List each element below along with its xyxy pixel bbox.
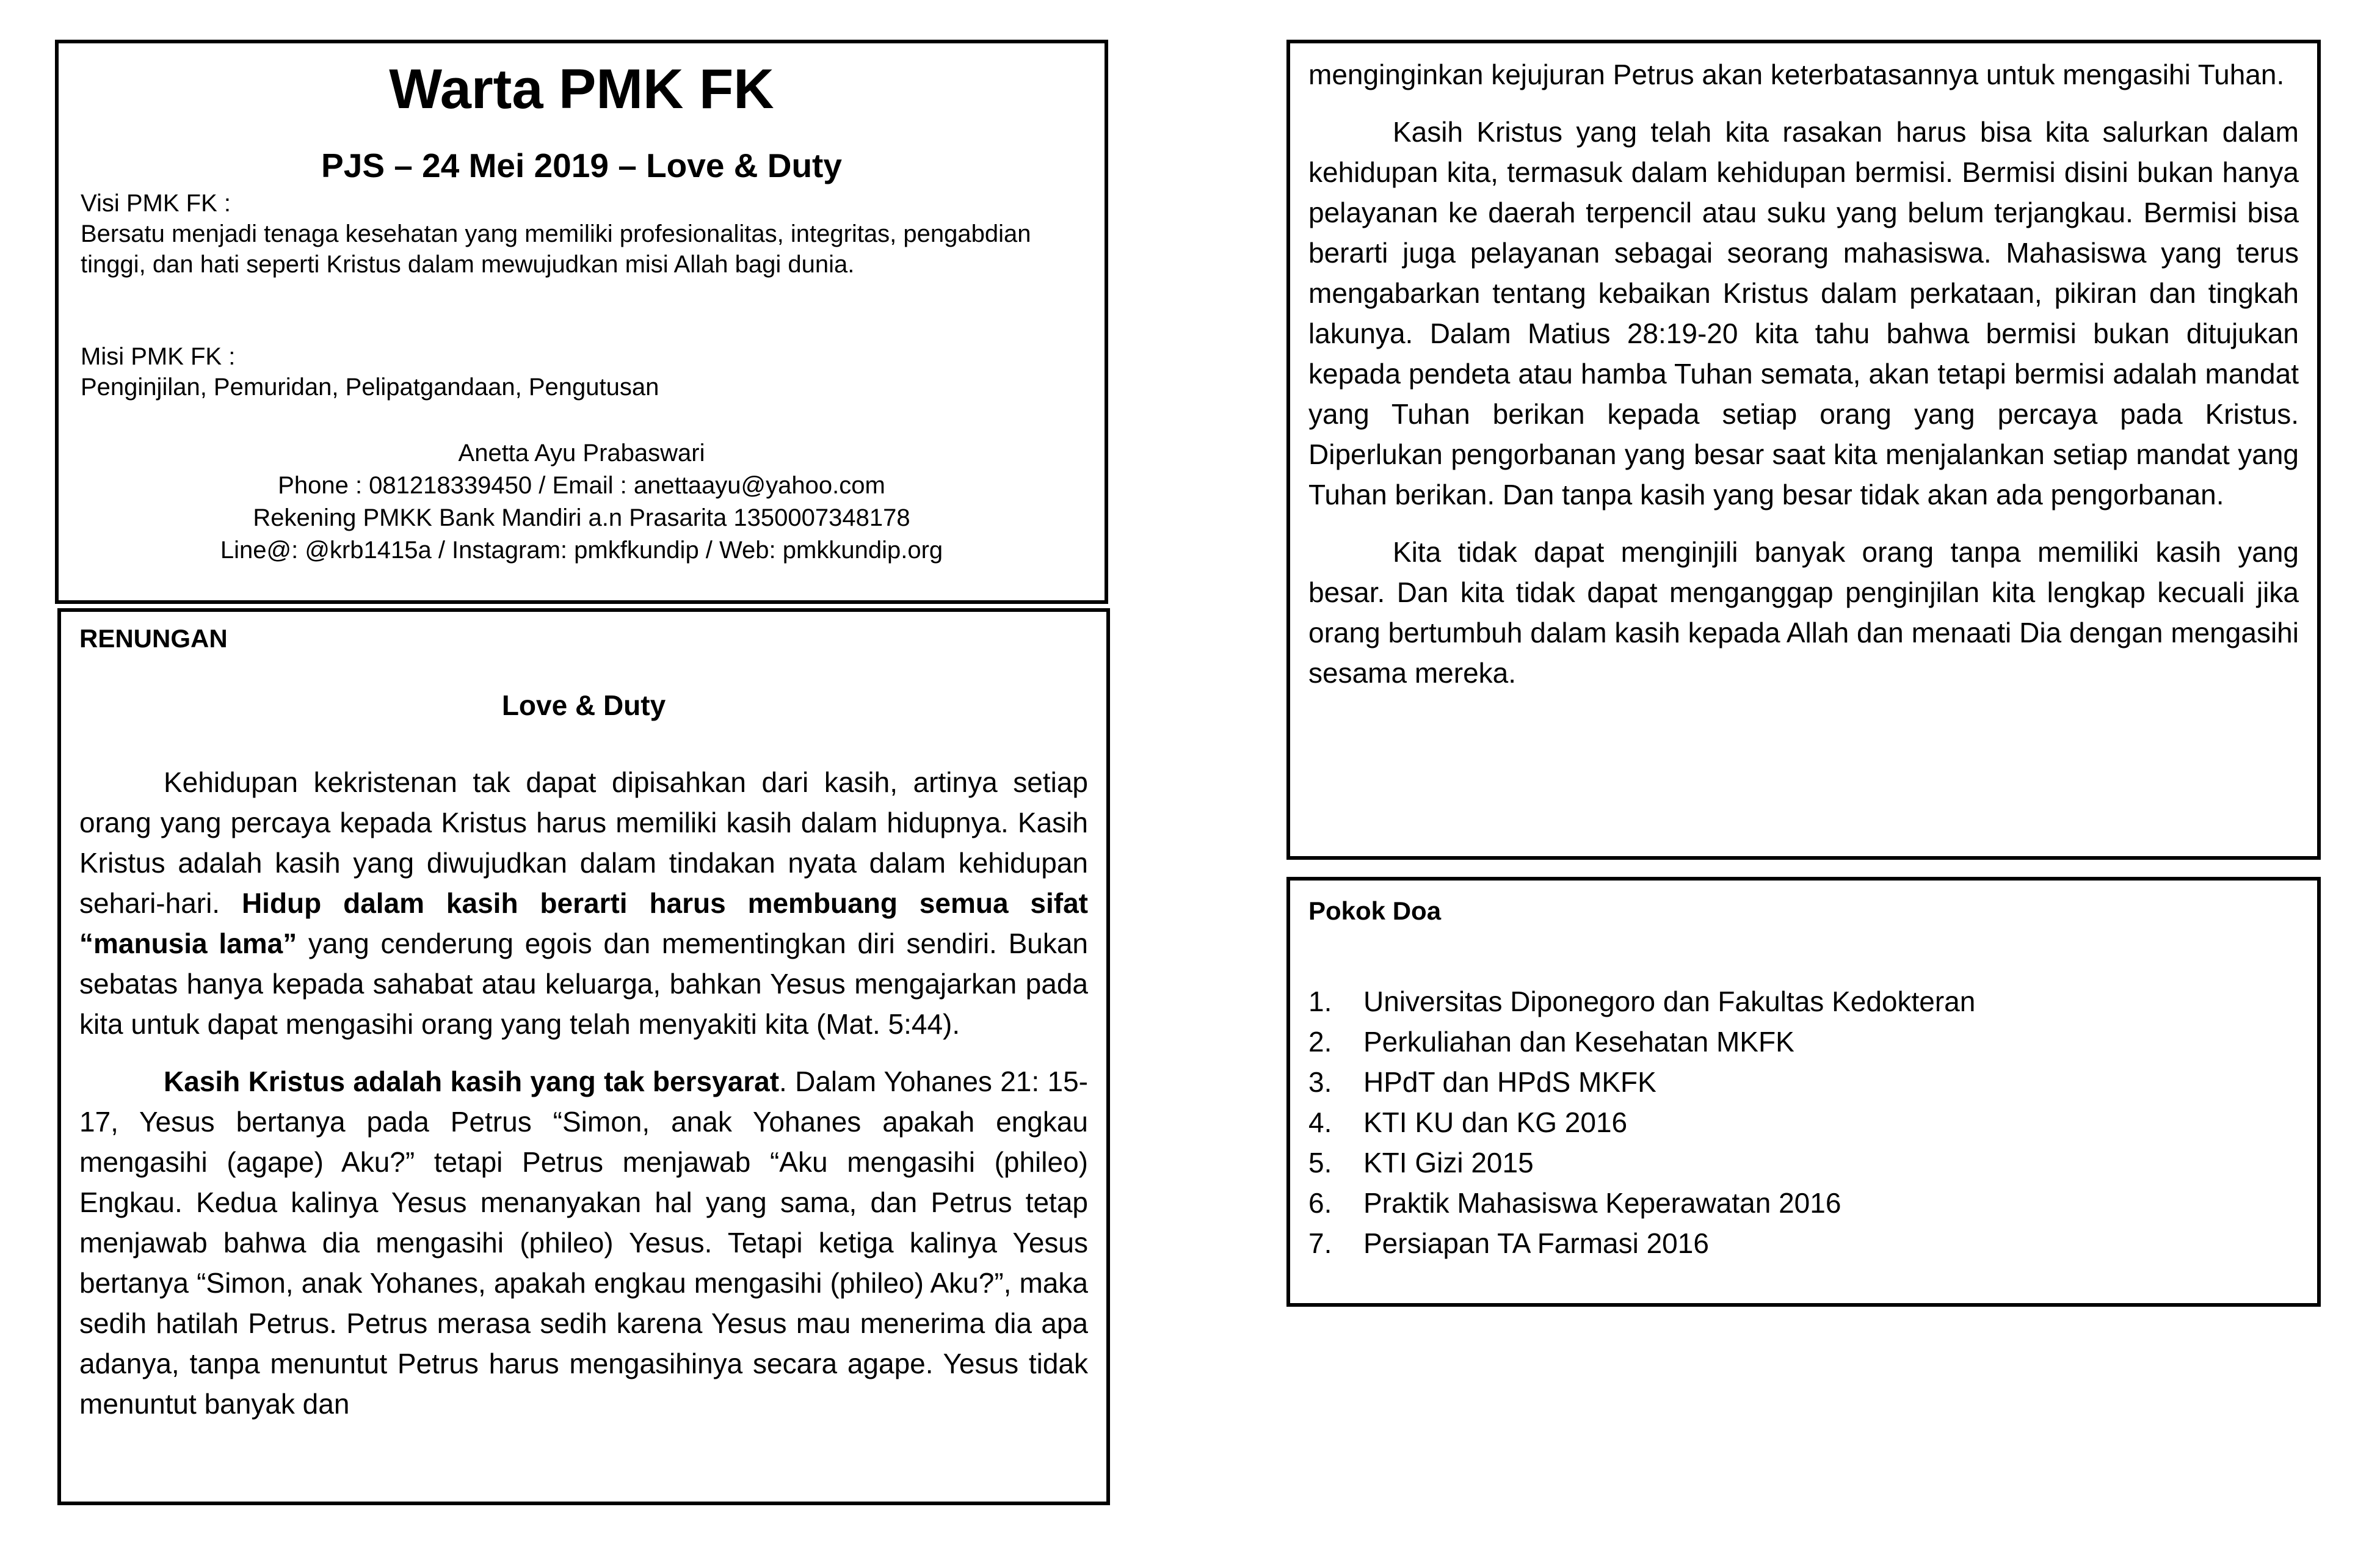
item-text: KTI Gizi 2015 [1363, 1147, 1534, 1179]
item-number: 7. [1308, 1227, 1332, 1259]
pokok-doa-list [1308, 981, 1975, 1263]
bold-text-run: Hidup dalam kasih berarti harus membuang semua sifat “manusia lama” [79, 887, 1088, 959]
list-item [1308, 1102, 1975, 1142]
item-number: 4. [1308, 1106, 1332, 1138]
text-run: . Dalam Yohanes 21: 15-17, Yesus bertanya pada Petrus “Simon, anak Yohanes apakah engkau mengasihi (agape) Aku?” tetapi Petrus menjawab “Aku mengasihi (phileo) Engkau. Kedua kalinya Yesus menanyakan hal yang sama, dan Petrus tetap menjawab bahwa dia mengasihi (phileo) Yesus. Tetapi ketiga kalinya Yesus bertanya “Simon, anak Yohanes, apakah engkau mengasihi (phileo) Aku?”, maka sedih hatilah Petrus. Petrus merasa sedih karena Yesus mau menerima dia apa adanya, tanpa menuntut Petrus harus mengasihinya secara agape. Yesus tidak menuntut banyak dan [79, 1066, 1088, 1420]
item-text: Universitas Diponegoro dan Fakultas Kedokteran [1363, 986, 1976, 1017]
renungan-continued-box [1286, 40, 2321, 860]
pokok-doa-box [1286, 877, 2321, 1307]
list-item [1308, 981, 1975, 1022]
renungan-title: Love & Duty [501, 689, 666, 721]
text-run: Kehidupan kekristenan tak dapat dipisahkan dari kasih, artinya setiap orang yang percaya kepada Kristus harus memiliki kasih dalam hidupnya. Kasih Kristus adalah kasih yang diwujudkan dalam tindakan nyata dalam kehidupan sehari-hari. [79, 766, 1088, 919]
renungan-paragraph-3: Kasih Kristus yang telah kita rasakan harus bisa kita salurkan dalam kehidupan kita, termasuk dalam kehidupan bermisi. Bermisi disini bukan hanya pelayanan ke daerah terpencil atau suku yang belum terjangkau. Bermisi bisa berarti juga pelayanan sebagai seorang mahasiswa. Mahasiswa yang terus mengabarkan tentang kebaikan Kristus dalam perkataan, pikiran dan tingkah lakunya. Dalam Matius 28:19-20 kita tahu bahwa bermisi bukan ditujukan kepada pendeta atau hamba Tuhan semata, akan tetapi bermisi adalah mandat yang Tuhan berikan kepada setiap orang yang percaya pada Kristus. Diperlukan pengorbanan yang besar saat kita menjalankan setiap mandat yang Tuhan berikan. Dan tanpa kasih yang besar tidak akan ada pengorbanan. [1308, 116, 2299, 510]
misi-label: Misi PMK FK : [81, 343, 236, 370]
pokok-doa-label: Pokok Doa [1308, 896, 1442, 925]
page-title: Warta PMK FK [389, 58, 774, 120]
list-item [1308, 1062, 1975, 1102]
contact-rekening: Rekening PMKK Bank Mandiri a.n Prasarita 1350007348178 [253, 504, 910, 531]
renungan-box [57, 608, 1110, 1505]
visi-section [81, 188, 1083, 280]
contact-social: Line@: @krb1415a / Instagram: pmkfkundip / Web: pmkkundip.org [220, 537, 943, 564]
item-number: 2. [1308, 1026, 1332, 1058]
misi-text: Penginjilan, Pemuridan, Pelipatgandaan, Pengutusan [81, 374, 659, 401]
list-item [1308, 1022, 1975, 1062]
header-box [55, 40, 1108, 604]
renungan-continued-body [1308, 54, 2299, 710]
renungan-label: RENUNGAN [79, 624, 228, 653]
renungan-paragraph-1 [79, 762, 1088, 1044]
contact-phone-email: Phone : 081218339450 / Email : anettaayu@yahoo.com [278, 472, 885, 499]
item-text: Praktik Mahasiswa Keperawatan 2016 [1363, 1187, 1841, 1219]
contact-block [59, 437, 1105, 567]
renungan-paragraph-continued: menginginkan kejujuran Petrus akan keterbatasannya untuk mengasihi Tuhan. [1308, 59, 2285, 90]
page-subtitle: PJS – 24 Mei 2019 – Love & Duty [321, 147, 842, 184]
list-item [1308, 1142, 1975, 1183]
item-text: Perkuliahan dan Kesehatan MKFK [1363, 1026, 1794, 1058]
visi-label: Visi PMK FK : [81, 190, 231, 217]
bold-text-run: Kasih Kristus adalah kasih yang tak bersyarat [164, 1066, 780, 1097]
visi-text: Bersatu menjadi tenaga kesehatan yang memiliki profesionalitas, integritas, pengabdian tinggi, dan hati seperti Kristus dalam mewujudkan misi Allah bagi dunia. [81, 220, 1031, 278]
item-text: Persiapan TA Farmasi 2016 [1363, 1227, 1709, 1259]
list-item [1308, 1183, 1975, 1223]
item-text: HPdT dan HPdS MKFK [1363, 1066, 1656, 1098]
item-number: 3. [1308, 1066, 1332, 1098]
item-number: 5. [1308, 1147, 1332, 1179]
text-run: yang cenderung egois dan mementingkan diri sendiri. Bukan sebatas hanya kepada sahabat atau keluarga, bahkan Yesus mengajarkan pada kita untuk dapat mengasihi orang yang telah menyakiti kita (Mat. 5:44). [79, 928, 1088, 1040]
item-number: 6. [1308, 1187, 1332, 1219]
contact-name: Anetta Ayu Prabaswari [458, 440, 705, 467]
renungan-paragraph-2 [79, 1061, 1088, 1424]
renungan-paragraph-4: Kita tidak dapat menginjili banyak orang tanpa memiliki kasih yang besar. Dan kita tidak dapat menganggap penginjilan kita lengkap kecuali jika orang bertumbuh dalam kasih kepada Allah dan menaati Dia dengan mengasihi sesama mereka. [1308, 536, 2299, 689]
item-number: 1. [1308, 986, 1332, 1017]
item-text: KTI KU dan KG 2016 [1363, 1106, 1628, 1138]
misi-section [81, 341, 1083, 402]
renungan-body [79, 762, 1088, 1441]
list-item [1308, 1223, 1975, 1263]
